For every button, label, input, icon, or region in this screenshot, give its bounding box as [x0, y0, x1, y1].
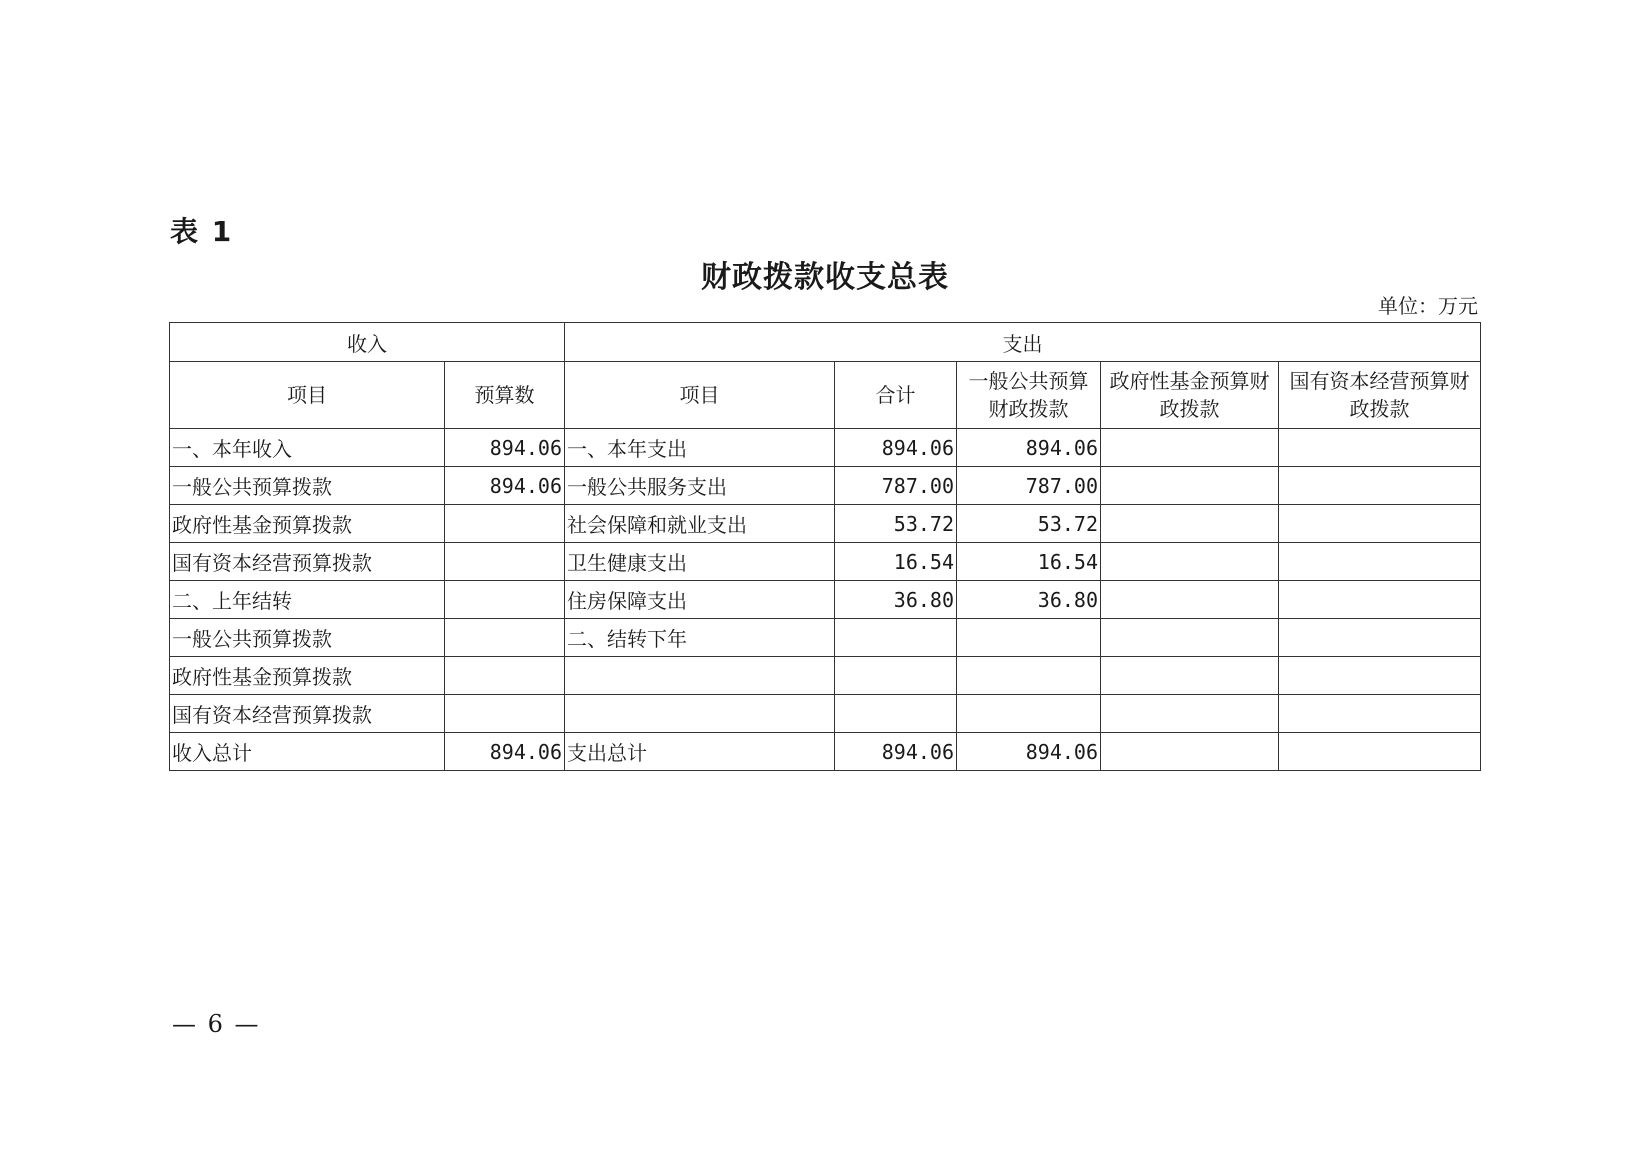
budget-table: [169, 322, 1481, 771]
cell-gov-fund: [1101, 505, 1279, 543]
cell-expense-item: 一、本年支出: [565, 429, 835, 467]
cell-state-capital: [1279, 695, 1481, 733]
cell-income-item: 一、本年收入: [170, 429, 445, 467]
cell-expense-item: 支出总计: [565, 733, 835, 771]
income-group-header: 收入: [170, 323, 565, 362]
cell-income-item: 二、上年结转: [170, 581, 445, 619]
cell-total: 787.00: [835, 467, 957, 505]
cell-state-capital: [1279, 657, 1481, 695]
cell-gov-fund: [1101, 581, 1279, 619]
table-row: [170, 657, 1481, 695]
header-gov-fund: 政府性基金预算财政拨款: [1101, 362, 1279, 429]
header-general-public: 一般公共预算财政拨款: [957, 362, 1101, 429]
cell-gov-fund: [1101, 657, 1279, 695]
table-label: 表 1: [170, 215, 234, 248]
header-income-item: 项目: [170, 362, 445, 429]
cell-income-budget: [445, 543, 565, 581]
table-row: [170, 695, 1481, 733]
cell-income-budget: 894.06: [445, 733, 565, 771]
cell-income-budget: 894.06: [445, 429, 565, 467]
document-title: 财政拨款收支总表: [701, 260, 949, 295]
cell-expense-item: 社会保障和就业支出: [565, 505, 835, 543]
table-row: [170, 467, 1481, 505]
cell-general-public: [957, 619, 1101, 657]
cell-income-item: 政府性基金预算拨款: [170, 657, 445, 695]
cell-state-capital: [1279, 619, 1481, 657]
table-row: [170, 733, 1481, 771]
cell-state-capital: [1279, 581, 1481, 619]
column-header-row: [170, 362, 1481, 429]
cell-income-item: 一般公共预算拨款: [170, 619, 445, 657]
cell-general-public: 894.06: [957, 429, 1101, 467]
header-state-capital: 国有资本经营预算财政拨款: [1279, 362, 1481, 429]
cell-general-public: 36.80: [957, 581, 1101, 619]
cell-expense-item: 一般公共服务支出: [565, 467, 835, 505]
cell-gov-fund: [1101, 619, 1279, 657]
table-row: [170, 505, 1481, 543]
cell-income-budget: [445, 619, 565, 657]
cell-expense-item: 住房保障支出: [565, 581, 835, 619]
cell-income-item: 政府性基金预算拨款: [170, 505, 445, 543]
cell-gov-fund: [1101, 733, 1279, 771]
cell-expense-item: [565, 695, 835, 733]
cell-total: [835, 695, 957, 733]
cell-income-item: 国有资本经营预算拨款: [170, 695, 445, 733]
header-income-budget: 预算数: [445, 362, 565, 429]
cell-income-budget: [445, 695, 565, 733]
table-row: [170, 581, 1481, 619]
cell-general-public: 787.00: [957, 467, 1101, 505]
cell-income-budget: [445, 505, 565, 543]
cell-state-capital: [1279, 733, 1481, 771]
header-total: 合计: [835, 362, 957, 429]
cell-income-budget: [445, 581, 565, 619]
cell-gov-fund: [1101, 543, 1279, 581]
table-row: [170, 543, 1481, 581]
cell-general-public: [957, 695, 1101, 733]
cell-general-public: 894.06: [957, 733, 1101, 771]
header-expense-item: 项目: [565, 362, 835, 429]
cell-total: 36.80: [835, 581, 957, 619]
cell-total: 53.72: [835, 505, 957, 543]
cell-general-public: [957, 657, 1101, 695]
page-number: — 6 —: [172, 1010, 261, 1038]
cell-total: 894.06: [835, 429, 957, 467]
cell-total: [835, 657, 957, 695]
unit-label: 单位：万元: [1378, 294, 1478, 318]
cell-income-budget: [445, 657, 565, 695]
table-row: [170, 619, 1481, 657]
cell-expense-item: 二、结转下年: [565, 619, 835, 657]
cell-gov-fund: [1101, 429, 1279, 467]
cell-state-capital: [1279, 429, 1481, 467]
cell-general-public: 53.72: [957, 505, 1101, 543]
cell-income-item: 收入总计: [170, 733, 445, 771]
cell-expense-item: [565, 657, 835, 695]
expense-group-header: 支出: [565, 323, 1481, 362]
cell-state-capital: [1279, 543, 1481, 581]
table-row: [170, 429, 1481, 467]
cell-gov-fund: [1101, 467, 1279, 505]
cell-income-item: 一般公共预算拨款: [170, 467, 445, 505]
cell-state-capital: [1279, 467, 1481, 505]
cell-total: [835, 619, 957, 657]
cell-income-item: 国有资本经营预算拨款: [170, 543, 445, 581]
cell-general-public: 16.54: [957, 543, 1101, 581]
cell-income-budget: 894.06: [445, 467, 565, 505]
cell-expense-item: 卫生健康支出: [565, 543, 835, 581]
cell-state-capital: [1279, 505, 1481, 543]
cell-total: 16.54: [835, 543, 957, 581]
cell-gov-fund: [1101, 695, 1279, 733]
group-header-row: [170, 323, 1481, 362]
cell-total: 894.06: [835, 733, 957, 771]
